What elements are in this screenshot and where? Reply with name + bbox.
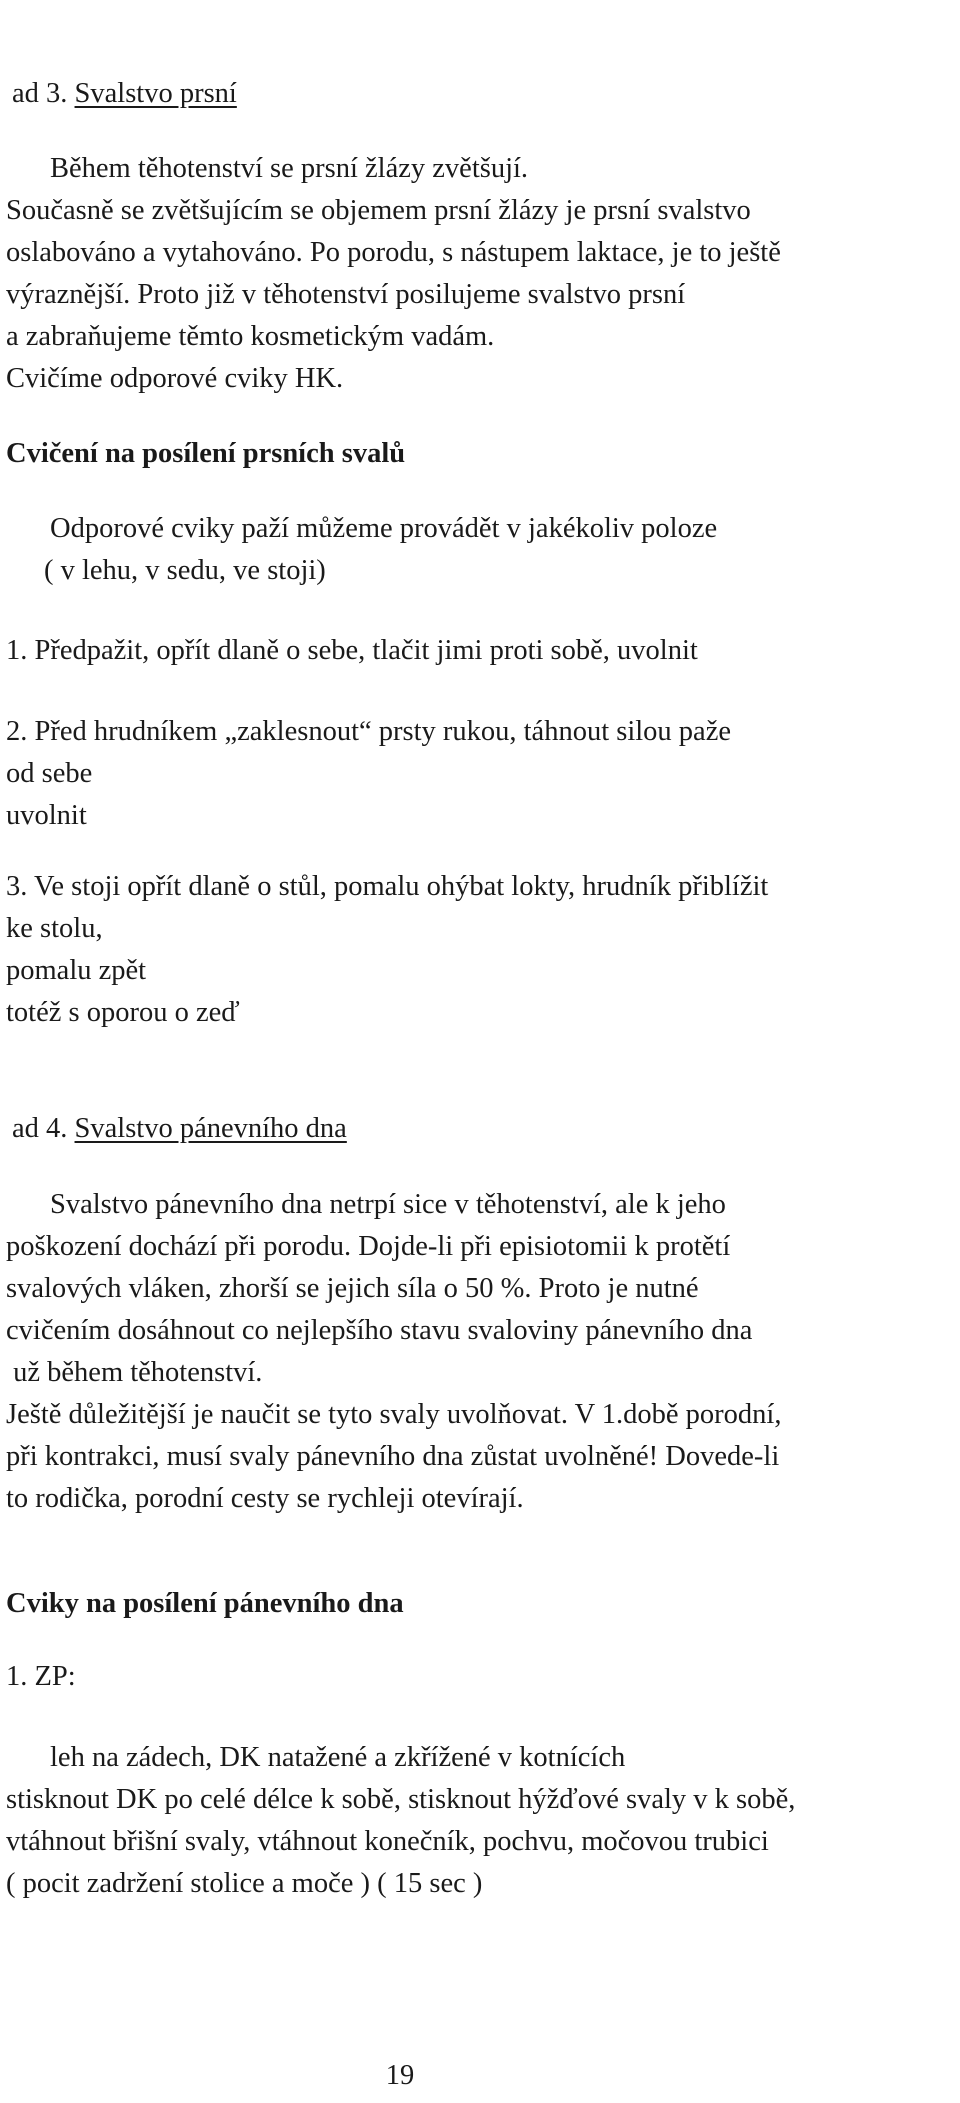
section-3-prefix: ad 3. xyxy=(12,78,75,109)
pelvic-exercise-line: stisknout DK po celé délce k sobě, stisknout hýžďové svaly v k sobě, xyxy=(6,1784,796,1815)
exercise-item-2: 2. Před hrudníkem „zaklesnout“ prsty rukou, táhnout silou paže xyxy=(6,716,731,747)
pelvic-exercise-position: 1. ZP: xyxy=(6,1661,76,1692)
section-4-line: Ještě důležitější je naučit se tyto svaly uvolňovat. V 1.době porodní, xyxy=(6,1399,782,1430)
section-4-line: už během těhotenství. xyxy=(6,1357,263,1388)
section-4-line: Svalstvo pánevního dna netrpí sice v těhotenství, ale k jeho xyxy=(50,1189,726,1220)
section-4-heading xyxy=(12,1111,347,1147)
section-3-line: Současně se zvětšujícím se objemem prsní žlázy je prsní svalstvo xyxy=(6,195,751,226)
section-3-line: oslabováno a vytahováno. Po porodu, s nástupem laktace, je to ještě xyxy=(6,237,781,268)
pelvic-exercise-line: vtáhnout břišní svaly, vtáhnout konečník, pochvu, močovou trubici xyxy=(6,1826,769,1857)
section-4-line: to rodička, porodní cesty se rychleji otevírají. xyxy=(6,1483,524,1514)
section-3-line: Cvičíme odporové cviky HK. xyxy=(6,363,344,394)
section-4-line: cvičením dosáhnout co nejlepšího stavu svaloviny pánevního dna xyxy=(6,1315,753,1346)
section-3-line: a zabraňujeme těmto kosmetickým vadám. xyxy=(6,321,495,352)
breast-exercises-heading: Cvičení na posílení prsních svalů xyxy=(6,438,406,469)
pelvic-exercises-heading: Cviky na posílení pánevního dna xyxy=(6,1588,404,1619)
page-number: 19 xyxy=(385,2060,415,2091)
section-4-title: Svalstvo pánevního dna xyxy=(74,1113,347,1144)
pelvic-exercise-line: leh na zádech, DK natažené a zkřížené v kotnících xyxy=(50,1742,626,1773)
exercise-item-3-line: pomalu zpět xyxy=(6,955,147,986)
pelvic-exercise-line: ( pocit zadržení stolice a moče ) ( 15 sec ) xyxy=(6,1868,483,1899)
exercise-item-3-line: totéž s oporou o zeď xyxy=(6,997,240,1028)
exercise-item-1: 1. Předpažit, opřít dlaně o sebe, tlačit jimi proti sobě, uvolnit xyxy=(6,635,698,666)
section-4-line: při kontrakci, musí svaly pánevního dna zůstat uvolněné! Dovede-li xyxy=(6,1441,780,1472)
section-4-line: poškození dochází při porodu. Dojde-li při episiotomii k protětí xyxy=(6,1231,731,1262)
exercise-item-3-line: ke stolu, xyxy=(6,913,103,944)
section-4-line: svalových vláken, zhorší se jejich síla o 50 %. Proto je nutné xyxy=(6,1273,699,1304)
section-3-line: Během těhotenství se prsní žlázy zvětšují. xyxy=(50,153,529,184)
breast-exercises-intro: Odporové cviky paží můžeme provádět v jakékoliv poloze xyxy=(50,513,718,544)
section-4-prefix: ad 4. xyxy=(12,1113,75,1144)
breast-exercises-intro: ( v lehu, v sedu, ve stoji) xyxy=(44,555,326,586)
exercise-item-2-line: uvolnit xyxy=(6,800,87,831)
section-3-title: Svalstvo prsní xyxy=(74,78,237,109)
exercise-item-3: 3. Ve stoji opřít dlaně o stůl, pomalu ohýbat lokty, hrudník přiblížit xyxy=(6,871,769,902)
exercise-item-2-line: od sebe xyxy=(6,758,93,789)
section-3-line: výraznější. Proto již v těhotenství posilujeme svalstvo prsní xyxy=(6,279,686,310)
section-3-heading xyxy=(12,76,237,112)
